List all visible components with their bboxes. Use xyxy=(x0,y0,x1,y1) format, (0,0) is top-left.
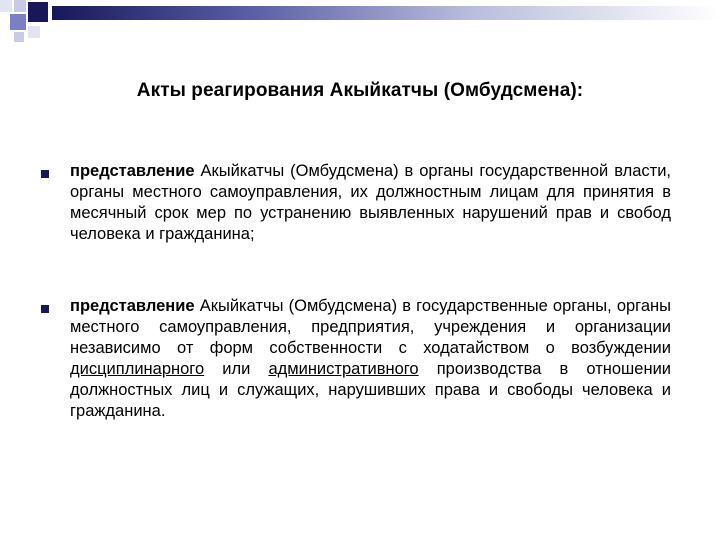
header-gradient-bar xyxy=(52,6,720,20)
decor-square xyxy=(28,26,40,38)
slide-title: Акты реагирования Акыйкатчы (Омбудсмена): xyxy=(136,80,584,101)
decor-square xyxy=(0,0,12,12)
item-text: Акыйкатчы (Омбудсмена) в органы государственной власти, органы местного самоуправления, их должностным лицам для принятия в месячный срок мер по устранению выявленных нарушений прав и свобод человека и гражданина; xyxy=(70,162,671,243)
list-item xyxy=(70,296,671,422)
decor-square xyxy=(28,2,48,22)
bullet-icon xyxy=(41,305,49,313)
item-underlined-term: дисциплинарного xyxy=(70,360,205,378)
item-bold-term: представление xyxy=(70,162,195,180)
item-text: или xyxy=(204,360,269,378)
item-text: производства в отношении должностных лиц и служащих, нарушивших права и свободы человека и гражданина. xyxy=(70,360,672,420)
decor-square xyxy=(14,0,26,12)
item-bold-term: представление xyxy=(70,297,195,315)
decor-square xyxy=(10,14,26,30)
item-underlined-term: административного xyxy=(268,360,419,378)
decor-square xyxy=(14,32,24,42)
item-text: Акыйкатчы (Омбудсмена) в государственные органы, органы местного самоуправления, предприятия, учреждения и организации независимо от форм собственности с ходатайством о возбуждении xyxy=(70,297,671,357)
bullet-icon xyxy=(41,170,49,178)
list-item xyxy=(70,161,671,245)
